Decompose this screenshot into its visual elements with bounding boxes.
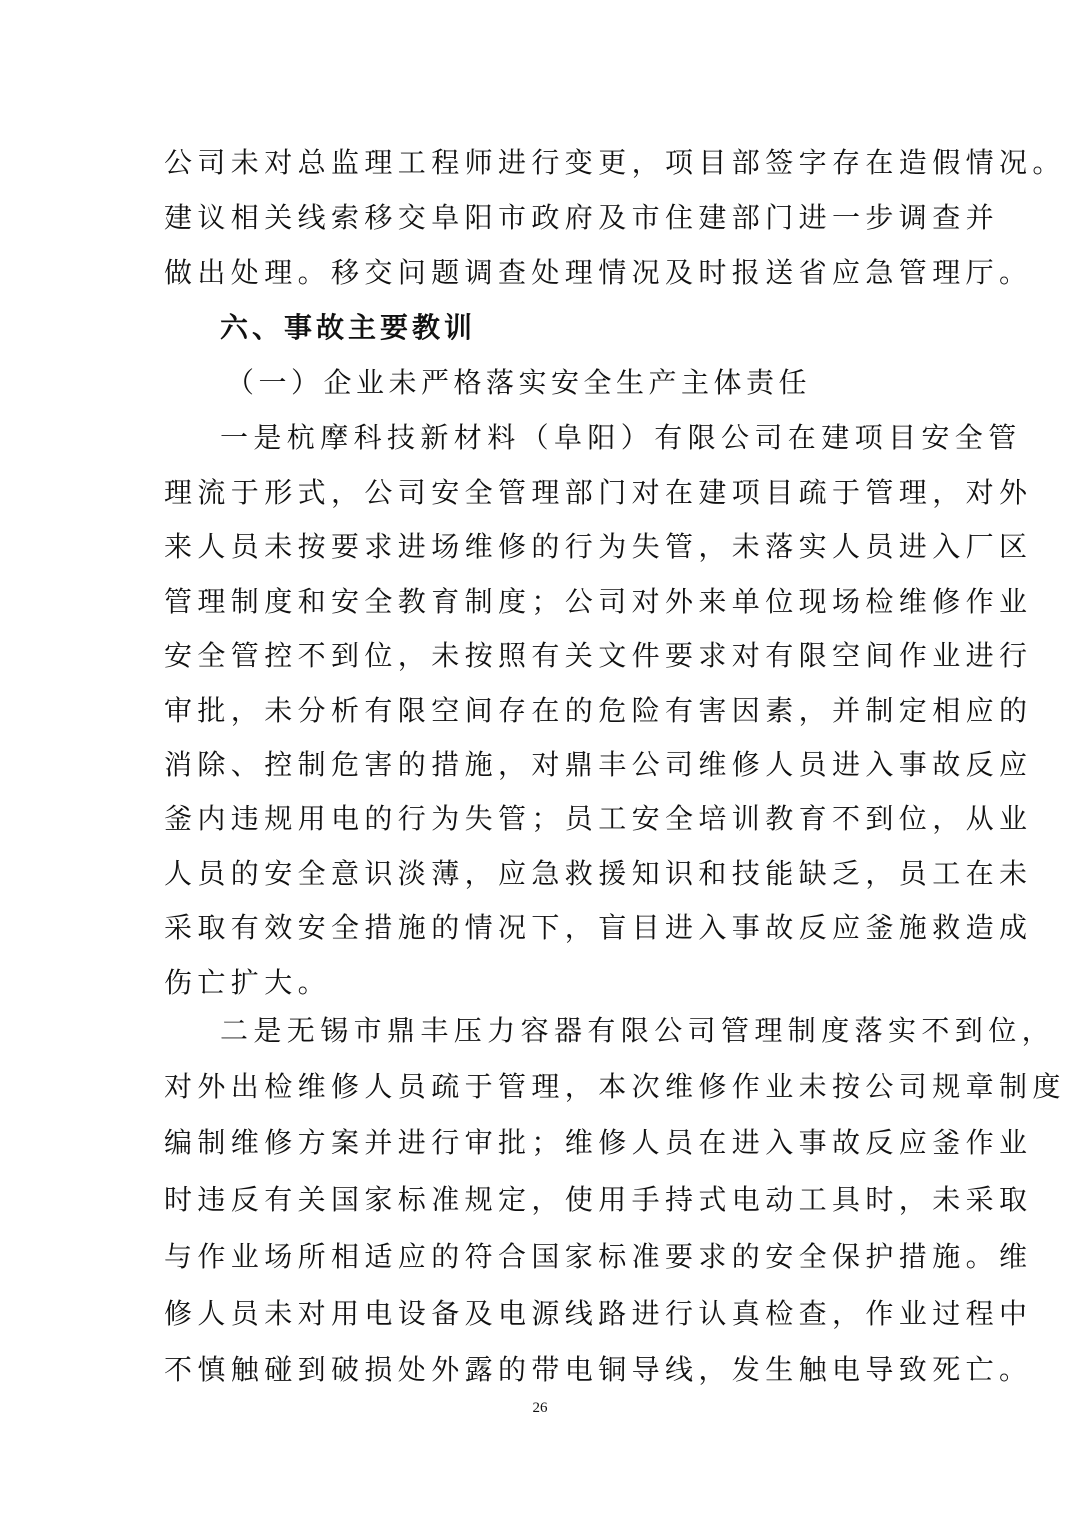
page-number: 26 — [532, 1400, 548, 1416]
body-text-line: 来人员未按要求进场维修的行为失管，未落实人员进入厂区 — [164, 530, 1033, 563]
body-text-line: 对外出检维修人员疏于管理，本次维修作业未按公司规章制度 — [164, 1070, 1066, 1103]
body-text-line: 人员的安全意识淡薄，应急救援知识和技能缺乏，员工在未 — [164, 857, 1033, 890]
body-text-line: 一是杭摩科技新材料（阜阳）有限公司在建项目安全管 — [220, 421, 1022, 454]
body-text-line: 审批，未分析有限空间存在的危险有害因素，并制定相应的 — [164, 694, 1033, 727]
section-heading: 六、事故主要教训 — [220, 311, 477, 344]
body-text-line: 消除、控制危害的措施，对鼎丰公司维修人员进入事故反应 — [164, 748, 1033, 781]
body-text-line: 公司未对总监理工程师进行变更，项目部签字存在造假情况。 — [164, 146, 1066, 179]
body-text-line: 时违反有关国家标准规定，使用手持式电动工具时，未采取 — [164, 1183, 1033, 1216]
body-text-line: 理流于形式，公司安全管理部门对在建项目疏于管理，对外 — [164, 476, 1033, 509]
body-text-line: 伤亡扩大。 — [164, 966, 332, 999]
body-text-line: 安全管控不到位，未按照有关文件要求对有限空间作业进行 — [164, 639, 1033, 672]
body-text-line: 采取有效安全措施的情况下，盲目进入事故反应釜施救造成 — [164, 911, 1033, 944]
body-text-line: 釜内违规用电的行为失管；员工安全培训教育不到位，从业 — [164, 802, 1033, 835]
body-text-line: 与作业场所相适应的符合国家标准要求的安全保护措施。维 — [164, 1240, 1033, 1273]
body-text-line: 修人员未对用电设备及电源线路进行认真检查，作业过程中 — [164, 1297, 1033, 1330]
body-text-line: 编制维修方案并进行审批；维修人员在进入事故反应釜作业 — [164, 1126, 1033, 1159]
subsection-heading: （一）企业未严格落实安全生产主体责任 — [226, 366, 812, 399]
body-text-line: 二是无锡市鼎丰压力容器有限公司管理制度落实不到位， — [220, 1014, 1056, 1047]
body-text-line: 管理制度和安全教育制度；公司对外来单位现场检维修作业 — [164, 585, 1033, 618]
body-text-line: 不慎触碰到破损处外露的带电铜导线，发生触电导致死亡。 — [164, 1353, 1033, 1386]
body-text-line: 做出处理。移交问题调查处理情况及时报送省应急管理厅。 — [164, 256, 1033, 289]
body-text-line: 建议相关线索移交阜阳市政府及市住建部门进一步调查并 — [164, 201, 1000, 234]
